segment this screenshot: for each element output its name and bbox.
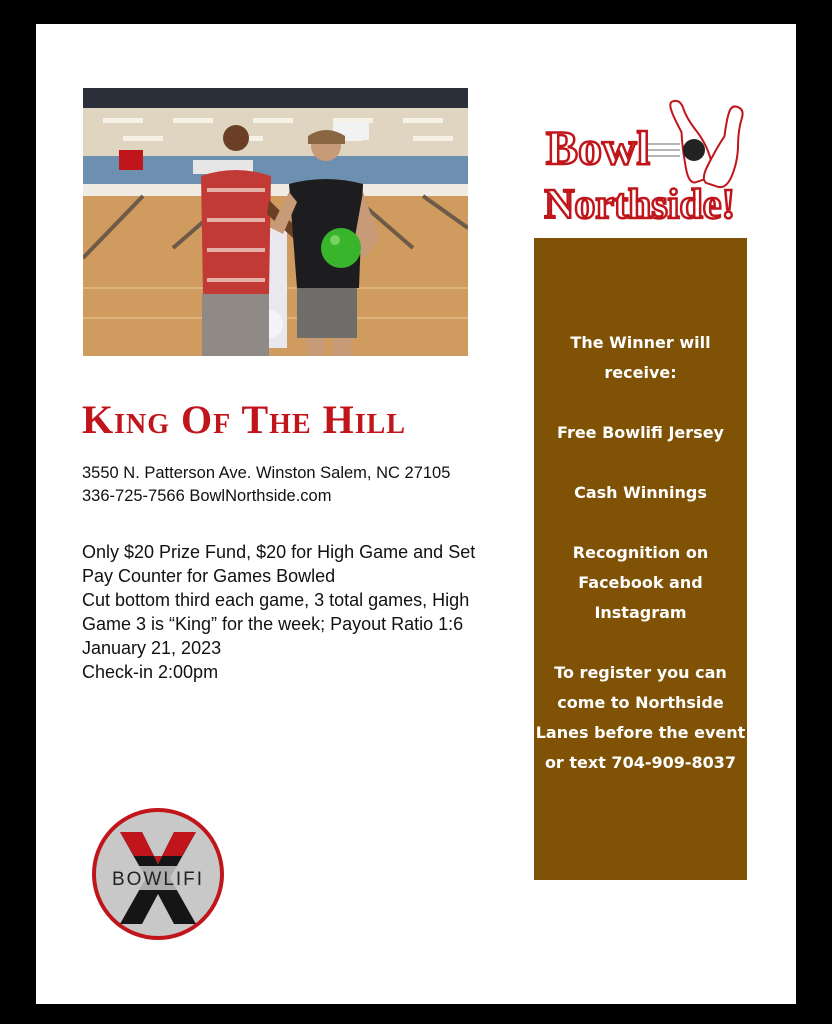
sidebar-register: To register you can come to Northside Lanes before the event or text 704-909-8037 xyxy=(535,663,746,772)
sidebar-intro: The Winner will receive: xyxy=(570,333,711,382)
detail-date: January 21, 2023 xyxy=(82,638,222,658)
logo-bowl-word: Bowl xyxy=(546,122,651,175)
detail-prize-fund: Only $20 Prize Fund, $20 for High Game and Set xyxy=(82,542,476,562)
bowlifi-logo xyxy=(90,806,226,942)
venue-address: 3550 N. Patterson Ave. Winston Salem, NC 27105 xyxy=(82,464,451,482)
prize-jersey: Free Bowlifi Jersey xyxy=(557,423,724,442)
venue-address-block xyxy=(82,462,522,508)
logo-northside-word: Northside! xyxy=(544,182,736,226)
detail-pay-counter: Pay Counter for Games Bowled xyxy=(82,566,336,586)
bowling-alley-photo xyxy=(83,88,468,356)
venue-contact: 336-725-7566 BowlNorthside.com xyxy=(82,487,332,505)
prize-recognition: Recognition on Facebook and Instagram xyxy=(572,543,709,622)
prize-cash: Cash Winnings xyxy=(574,483,707,502)
detail-format: Cut bottom third each game, 3 total games, High Game 3 is “King” for the week; Payout Ratio 1:6 xyxy=(82,590,470,634)
bowling-ball-icon xyxy=(683,139,705,161)
bowling-pins-icon xyxy=(665,96,744,190)
flyer-page xyxy=(36,24,796,1004)
event-title: King Of The Hill xyxy=(82,397,406,442)
event-details xyxy=(82,540,512,684)
detail-checkin: Check-in 2:00pm xyxy=(82,662,219,682)
event-photo xyxy=(83,88,468,356)
bowl-northside-logo xyxy=(544,92,744,226)
bowlifi-logo-text: BOWLIFI xyxy=(111,869,205,890)
prize-sidebar xyxy=(534,238,747,880)
